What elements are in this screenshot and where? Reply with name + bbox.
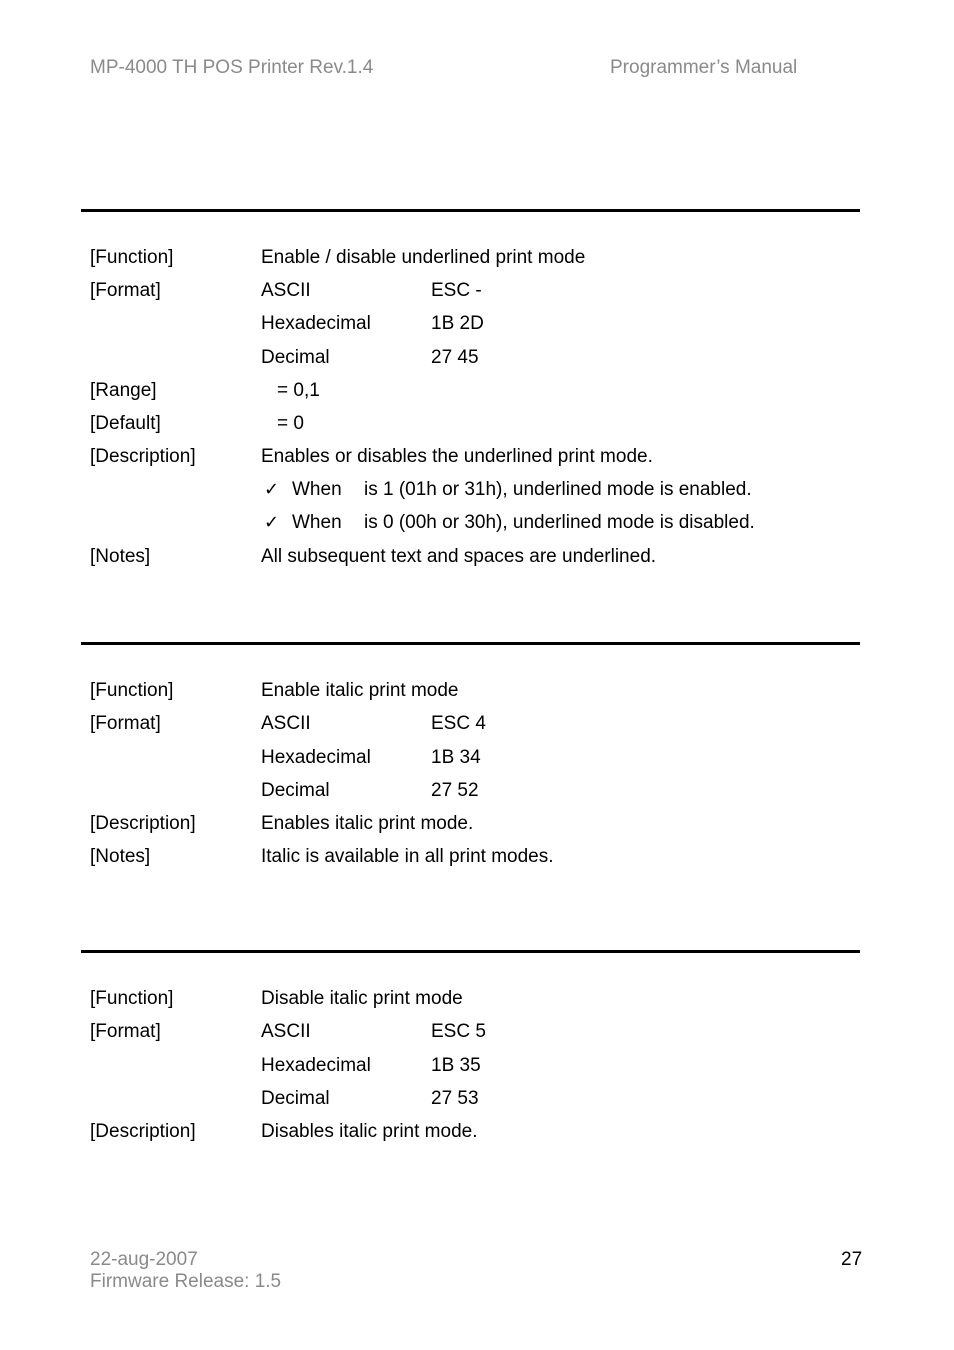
- notes-label: [Notes]: [90, 846, 151, 867]
- format-value: ESC 4: [431, 713, 486, 734]
- function-value: Enable italic print mode: [261, 680, 459, 701]
- description-label: [Description]: [90, 446, 196, 467]
- description-value: Enables or disables the underlined print mode.: [261, 446, 653, 467]
- function-label: [Function]: [90, 247, 174, 268]
- checkmark-icon: ✓: [264, 512, 280, 533]
- footer-firmware: Firmware Release: 1.5: [90, 1271, 282, 1292]
- format-value: 27 45: [431, 347, 479, 368]
- default-value: = 0: [277, 413, 304, 434]
- description-value: Disables italic print mode.: [261, 1121, 478, 1142]
- function-value: Enable / disable underlined print mode: [261, 247, 586, 268]
- function-label: [Function]: [90, 680, 174, 701]
- format-value: ESC -: [431, 280, 482, 301]
- function-label: [Function]: [90, 988, 174, 1009]
- format-value: 1B 35: [431, 1055, 481, 1076]
- format-type: ASCII: [261, 1021, 311, 1042]
- format-type: Hexadecimal: [261, 1055, 371, 1076]
- checkmark-icon: ✓: [264, 479, 280, 500]
- header-manual-title: Programmer’s Manual: [610, 57, 798, 78]
- description-label: [Description]: [90, 1121, 196, 1142]
- format-value: 27 53: [431, 1088, 479, 1109]
- format-type: ASCII: [261, 713, 311, 734]
- format-label: [Format]: [90, 280, 161, 301]
- description-value: Enables italic print mode.: [261, 813, 474, 834]
- section-divider: [81, 950, 860, 953]
- bullet-when: When: [292, 479, 342, 500]
- range-value: = 0,1: [277, 380, 320, 401]
- range-label: [Range]: [90, 380, 157, 401]
- format-label: [Format]: [90, 713, 161, 734]
- notes-value: All subsequent text and spaces are underlined.: [261, 546, 657, 567]
- format-value: 27 52: [431, 780, 479, 801]
- footer-date: 22-aug-2007: [90, 1249, 198, 1270]
- format-type: Decimal: [261, 780, 330, 801]
- bullet-text: is 0 (00h or 30h), underlined mode is disabled.: [364, 512, 755, 533]
- bullet-when: When: [292, 512, 342, 533]
- section-divider: [81, 209, 860, 212]
- notes-label: [Notes]: [90, 546, 151, 567]
- notes-value: Italic is available in all print modes.: [261, 846, 554, 867]
- description-label: [Description]: [90, 813, 196, 834]
- default-label: [Default]: [90, 413, 161, 434]
- page-number: 27: [841, 1249, 863, 1270]
- section-divider: [81, 642, 860, 645]
- format-value: 1B 2D: [431, 313, 484, 334]
- format-type: Hexadecimal: [261, 747, 371, 768]
- bullet-text: is 1 (01h or 31h), underlined mode is enabled.: [364, 479, 752, 500]
- format-label: [Format]: [90, 1021, 161, 1042]
- format-type: ASCII: [261, 280, 311, 301]
- format-type: Hexadecimal: [261, 313, 371, 334]
- format-value: 1B 34: [431, 747, 481, 768]
- format-value: ESC 5: [431, 1021, 486, 1042]
- format-type: Decimal: [261, 1088, 330, 1109]
- function-value: Disable italic print mode: [261, 988, 463, 1009]
- format-type: Decimal: [261, 347, 330, 368]
- header-title: MP-4000 TH POS Printer Rev.1.4: [90, 57, 374, 78]
